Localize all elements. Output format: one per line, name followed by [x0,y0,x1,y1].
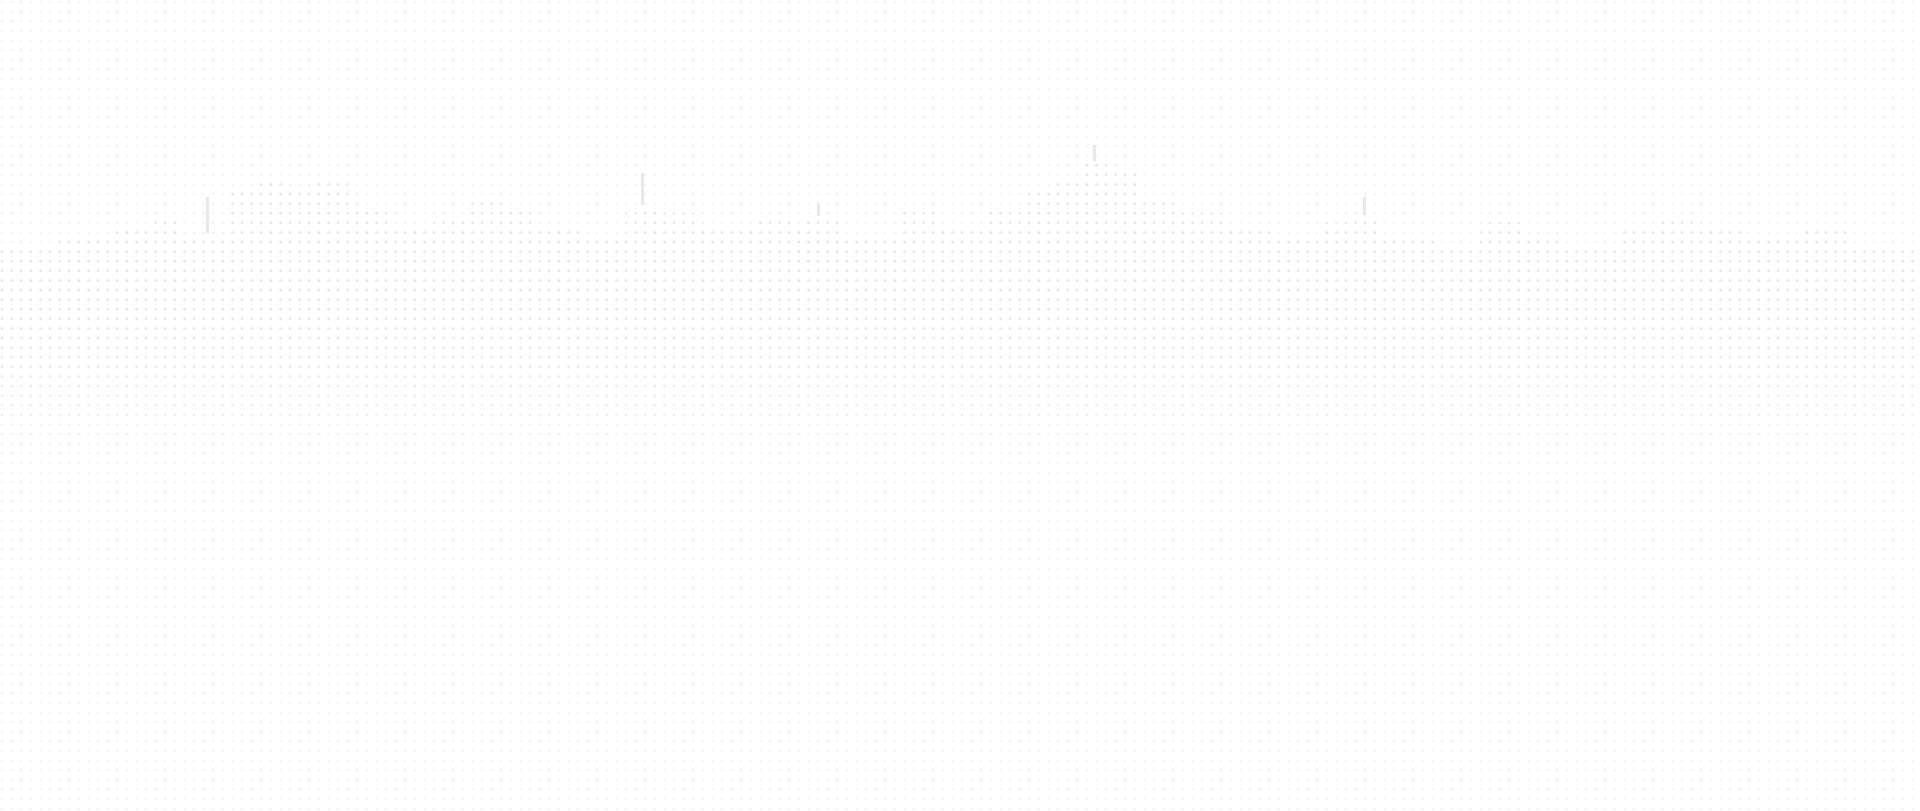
skyline-shape [284,185,318,470]
skyline-shape [986,209,1026,470]
skyline-shape [586,239,626,470]
skyline-shape [390,227,434,470]
skyline-shape [58,240,110,470]
skyline-shape [896,207,940,470]
skyline-shape [1700,225,1748,470]
skyline-shape [660,213,702,470]
skyline-shape [258,177,284,470]
skyline-shape [844,237,896,470]
skyline-shape [1142,197,1178,470]
skyline-shape [758,217,796,470]
skyline-shape [702,231,758,470]
skyline-shape [1222,229,1276,470]
skyline-shape [224,187,258,470]
skyline-shape [1178,213,1222,470]
skyline-shape [178,233,224,470]
skyline-shape [1748,239,1800,470]
skyline-shape [148,215,178,470]
skyline-shape [1082,161,1108,470]
skyline-shape [817,203,820,216]
skyline-shape [318,177,348,470]
skyline-shape [1052,177,1082,470]
skyline-shape [1348,215,1382,470]
skyline-shape [0,250,58,470]
skyline-shape [1800,231,1848,470]
skyline-shape [796,233,844,470]
skyline-shape [464,197,504,470]
skyline-shape [1616,229,1656,470]
skyline-shape [626,205,660,470]
skyline-shape [504,211,534,470]
skyline-shape [1656,215,1700,470]
skyline-shape [1363,197,1366,215]
skyline-shape [534,229,586,470]
skyline-shape [1324,223,1348,470]
skyline-shape [641,173,644,205]
skyline-shape [1480,223,1520,470]
skyline-shape [1434,247,1480,470]
skyline-shape [940,225,986,470]
skyline-shape [434,215,464,470]
skyline-shape [1520,233,1564,470]
skyline-shape [1093,145,1096,161]
skyline-shape [1382,239,1434,470]
skyline-shape [110,228,148,470]
skyline-shape [1276,241,1324,470]
skyline-shape [794,216,846,268]
skyline-dome [794,216,846,268]
skyline-shape [1108,171,1142,470]
skyline-shape [1026,193,1052,470]
skyline-shape [1564,245,1616,470]
skyline-shape [206,197,209,233]
skyline-shape [1848,245,1920,470]
skyline-shape [348,209,390,470]
